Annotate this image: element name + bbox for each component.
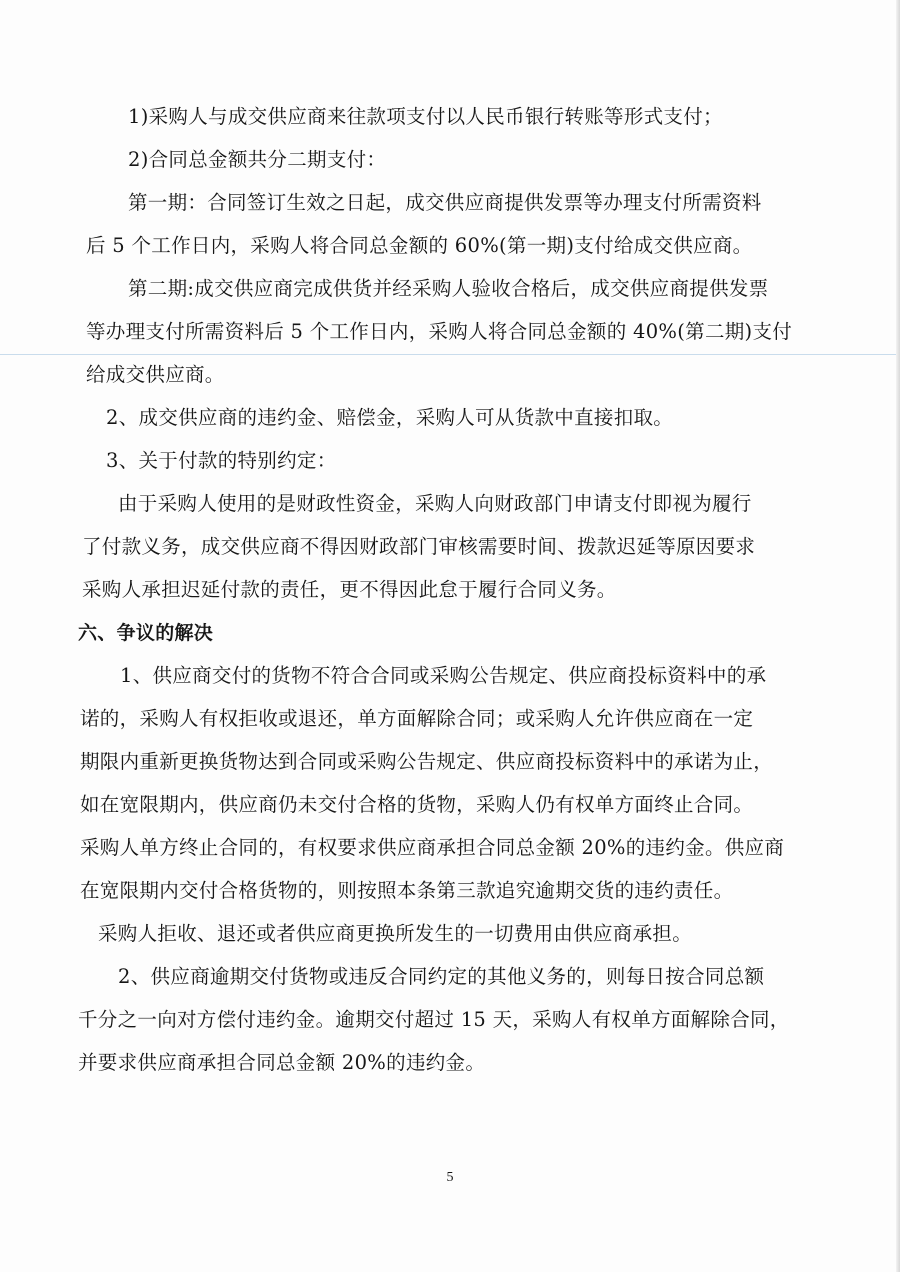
paragraph-nonconforming-goods-line-6: 在宽限期内交付合格货物的，则按照本条第三款追究逾期交货的违约责任。 — [80, 879, 734, 902]
paragraph-phase-two-line-2: 等办理支付所需资料后 5 个工作日内，采购人将合同总金额的 40%(第二期)支付 — [86, 320, 793, 343]
paragraph-late-delivery-line-3: 并要求供应商承担合同总金额 20%的违约金。 — [78, 1051, 486, 1074]
page-number: 5 — [446, 1170, 454, 1185]
paragraph-nonconforming-goods-line-3: 期限内重新更换货物达到合同或采购公告规定、供应商投标资料中的承诺为止， — [80, 750, 774, 773]
paragraph-fiscal-funds-line-2: 了付款义务，成交供应商不得因财政部门审核需要时间、拨款迟延等原因要求 — [82, 535, 756, 558]
paragraph-phase-two-line-3: 给成交供应商。 — [86, 363, 225, 386]
paragraph-phase-one-line-1: 第一期：合同签订生效之日起，成交供应商提供发票等办理支付所需资料 — [128, 191, 762, 214]
paragraph-phase-two-line-1: 第二期:成交供应商完成供货并经采购人验收合格后，成交供应商提供发票 — [128, 277, 769, 300]
paragraph-payment-phases: 2)合同总金额共分二期支付： — [128, 148, 387, 171]
paragraph-payment-method: 1)采购人与成交供应商来往款项支付以人民币银行转账等形式支付； — [128, 105, 723, 128]
paragraph-phase-one-line-2: 后 5 个工作日内，采购人将合同总金额的 60%(第一期)支付给成交供应商。 — [86, 234, 753, 257]
paragraph-nonconforming-goods-line-2: 诺的，采购人有权拒收或退还，单方面解除合同；或采购人允许供应商在一定 — [80, 707, 754, 730]
section-heading-dispute-resolution: 六、争议的解决 — [78, 622, 214, 644]
page-edge-shadow — [896, 0, 900, 1272]
paragraph-fiscal-funds-line-1: 由于采购人使用的是财政性资金，采购人向财政部门申请支付即视为履行 — [118, 492, 752, 515]
paragraph-nonconforming-goods-line-1: 1、供应商交付的货物不符合合同或采购公告规定、供应商投标资料中的承 — [120, 664, 767, 687]
paragraph-rejection-costs: 采购人拒收、退还或者供应商更换所发生的一切费用由供应商承担。 — [98, 922, 693, 945]
paragraph-penalty-deduction: 2、成交供应商的违约金、赔偿金，采购人可从货款中直接扣取。 — [106, 406, 674, 429]
paragraph-late-delivery-line-2: 千分之一向对方偿付违约金。逾期交付超过 15 天，采购人有权单方面解除合同， — [78, 1008, 790, 1031]
paragraph-nonconforming-goods-line-4: 如在宽限期内，供应商仍未交付合格的货物，采购人仍有权单方面终止合同。 — [80, 793, 754, 816]
paragraph-fiscal-funds-line-3: 采购人承担迟延付款的责任，更不得因此怠于履行合同义务。 — [82, 578, 617, 601]
paragraph-nonconforming-goods-line-5: 采购人单方终止合同的，有权要求供应商承担合同总金额 20%的违约金。供应商 — [80, 836, 785, 859]
paragraph-special-terms-title: 3、关于付款的特别约定： — [106, 449, 337, 472]
paragraph-late-delivery-line-1: 2、供应商逾期交付货物或违反合同约定的其他义务的，则每日按合同总额 — [118, 965, 765, 988]
scan-artifact-line — [0, 354, 900, 355]
